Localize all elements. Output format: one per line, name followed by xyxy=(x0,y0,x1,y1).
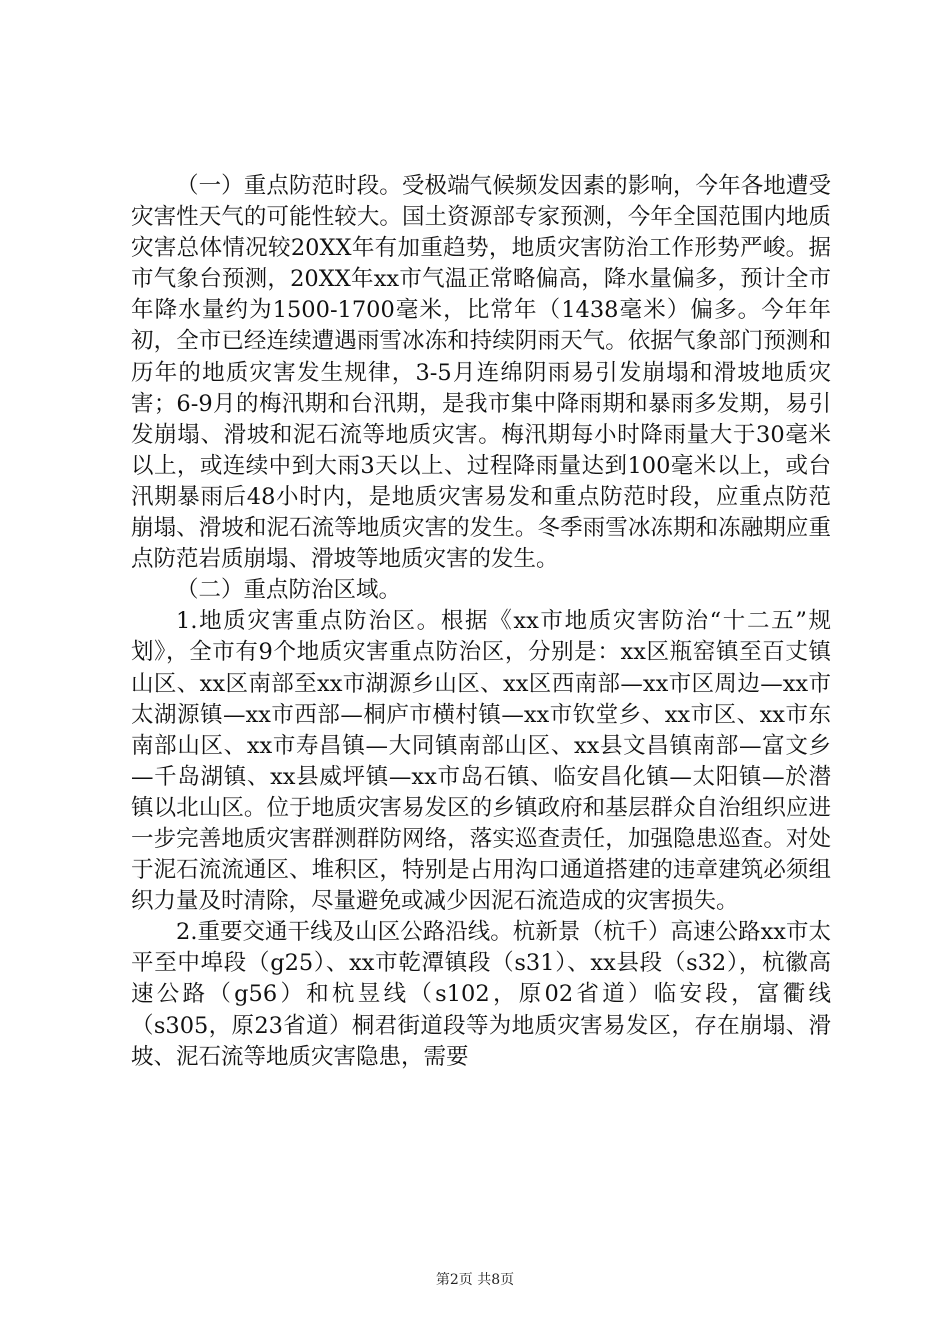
paragraph-key-prevention-zones: 1.地质灾害重点防治区。根据《xx市地质灾害防治“十二五”规划》，全市有9个地质灾害重点防治区，分别是：xx区瓶窑镇至百丈镇山区、xx区南部至xx市湖源乡山区、xx区西南部—xx市区周边—xx市太湖源镇—xx市西部—桐庐市横村镇—xx市钦堂乡、xx市区、xx市东南部山区、xx市寿昌镇—大同镇南部山区、xx县文昌镇南部—富文乡—千岛湖镇、xx县威坪镇—xx市岛石镇、临安昌化镇—太阳镇—於潜镇以北山区。位于地质灾害易发区的乡镇政府和基层群众自治组织应进一步完善地质灾害群测群防网络，落实巡查责任，加强隐患巡查。对处于泥石流流通区、堆积区，特别是占用沟口通道搭建的违章建筑必须组织力量及时清除，尽量避免或减少因泥石流造成的灾害损失。 xyxy=(131,608,831,915)
paragraph-traffic-routes: 2.重要交通干线及山区公路沿线。杭新景（杭千）高速公路xx市太平至中埠段（g25）、xx市乾潭镇段（s31）、xx县段（s32），杭徽高速公路（g56）和杭昱线（s102，原02省道）临安段，富衢线（s305，原23省道）桐君街道段等为地质灾害易发区，存在崩塌、滑坡、泥石流等地质灾害隐患，需要 xyxy=(131,919,831,1070)
page-footer: 第2页 共8页 xyxy=(435,1272,515,1288)
document-body xyxy=(131,171,831,1073)
paragraph-key-periods: （一）重点防范时段。受极端气候频发因素的影响，今年各地遭受灾害性天气的可能性较大。国土资源部专家预测，今年全国范围内地质灾害总体情况较20XX年有加重趋势，地质灾害防治工作形势严峻。据市气象台预测，20XX年xx市气温正常略偏高，降水量偏多，预计全市年降水量约为1500-1700毫米，比常年（1438毫米）偏多。今年年初，全市已经连续遭遇雨雪冰冻和持续阴雨天气。依据气象部门预测和历年的地质灾害发生规律，3-5月连绵阴雨易引发崩塌和滑坡地质灾害；6-9月的梅汛期和台汛期，是我市集中降雨期和暴雨多发期，易引发崩塌、滑坡和泥石流等地质灾害。梅汛期每小时降雨量大于30毫米以上，或连续中到大雨3天以上、过程降雨量达到100毫米以上，或台汛期暴雨后48小时内，是地质灾害易发和重点防范时段，应重点防范崩塌、滑坡和泥石流等地质灾害的发生。冬季雨雪冰冻期和冻融期应重点防范岩质崩塌、滑坡等地质灾害的发生。 xyxy=(131,173,831,573)
paragraph-key-areas-heading: （二）重点防治区域。 xyxy=(176,577,402,604)
